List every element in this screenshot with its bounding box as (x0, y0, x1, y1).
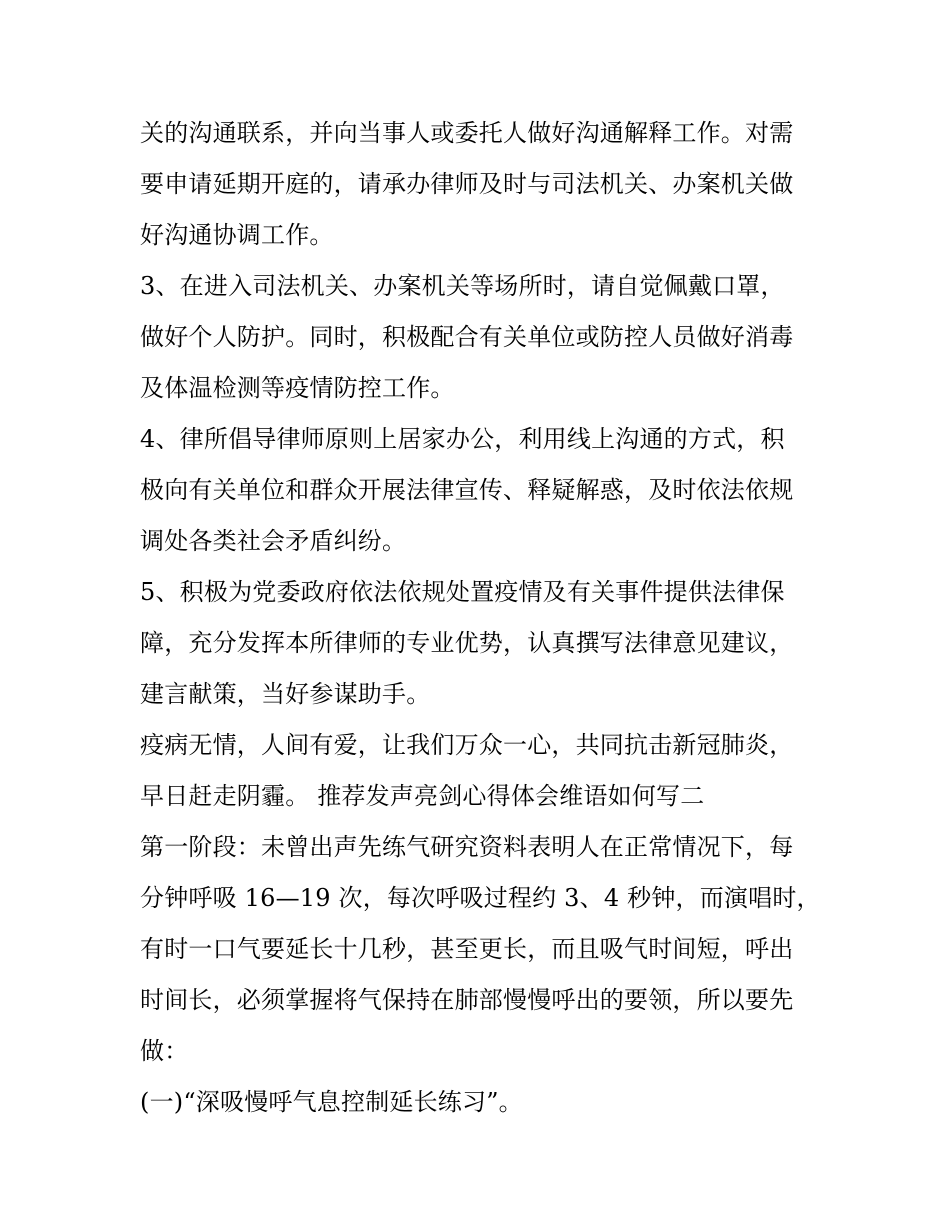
text-line: 及体温检测等疫情防控工作。 (140, 374, 455, 402)
text-line: 有时一口气要延长十几秒，甚至更长，而且吸气时间短，呼出 (140, 935, 794, 963)
text-line: 时间长，必须掌握将气保持在肺部慢慢呼出的要领，所以要先 (140, 986, 794, 1014)
text-line: 好沟通协调工作。 (140, 221, 334, 249)
text-line: 第一阶段：未曾出声先练气研究资料表明人在正常情况下，每 (140, 833, 794, 861)
text-line: 3、在进入司法机关、办案机关等场所时，请自觉佩戴口罩， (140, 272, 785, 300)
text-line: 做： (140, 1037, 189, 1065)
text-line: 做好个人防护。同时，积极配合有关单位或防控人员做好消毒 (140, 323, 794, 351)
text-line: 建言献策，当好参谋助手。 (140, 680, 431, 708)
document-body (140, 108, 820, 1128)
text-line: 早日赶走阴霾。 推荐发声亮剑心得体会维语如何写二 (140, 782, 705, 810)
text-line: 极向有关单位和群众开展法律宣传、释疑解惑，及时依法依规 (140, 476, 794, 504)
text-line: 5、积极为党委政府依法依规处置疫情及有关事件提供法律保 (140, 578, 785, 606)
text-line: 4、律所倡导律师原则上居家办公，利用线上沟通的方式，积 (140, 425, 785, 453)
text-line: 分钟呼吸 16—19 次，每次呼吸过程约 3、4 秒钟，而演唱时， (140, 884, 821, 912)
text-line: (一)“深吸慢呼气息控制延长练习”。 (140, 1088, 523, 1116)
text-line: 要申请延期开庭的，请承办律师及时与司法机关、办案机关做 (140, 170, 794, 198)
text-line: 障，充分发挥本所律师的专业优势，认真撰写法律意见建议， (140, 629, 794, 657)
text-line: 关的沟通联系，并向当事人或委托人做好沟通解释工作。对需 (140, 119, 794, 147)
text-line: 疫病无情，人间有爱，让我们万众一心，共同抗击新冠肺炎， (140, 731, 794, 759)
text-line: 调处各类社会矛盾纠纷。 (140, 527, 407, 555)
